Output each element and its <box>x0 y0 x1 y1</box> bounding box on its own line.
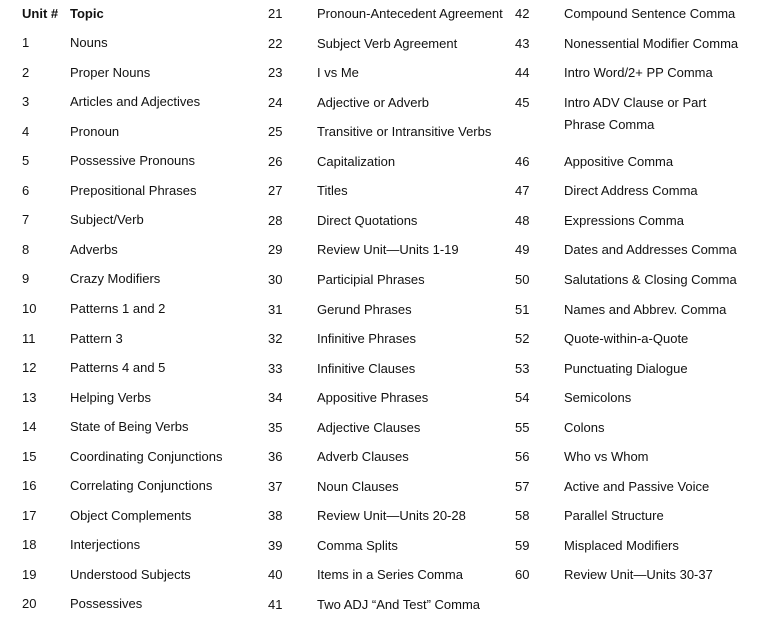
list-item <box>268 358 415 380</box>
unit-topic: Nouns <box>70 35 108 50</box>
unit-number: 60 <box>515 567 530 583</box>
list-item <box>515 3 744 25</box>
unit-topic: Expressions Comma <box>564 212 684 228</box>
unit-number: 3 <box>22 94 30 110</box>
list-item <box>515 446 744 468</box>
unit-topic: Correlating Conjunctions <box>70 478 213 494</box>
list-item <box>268 210 417 232</box>
unit-topic: Object Complements <box>70 507 192 523</box>
list-item <box>515 62 744 84</box>
list-item <box>268 476 399 498</box>
unit-number: 10 <box>22 300 37 316</box>
unit-topic: Adverbs <box>70 241 118 257</box>
unit-number: 20 <box>22 596 37 612</box>
unit-topic: Gerund Phrases <box>317 301 412 317</box>
unit-topic: Understood Subjects <box>70 566 191 582</box>
unit-number: 6 <box>22 182 30 198</box>
list-item <box>268 62 359 84</box>
unit-number: 18 <box>22 537 37 553</box>
unit-number: 39 <box>268 537 283 553</box>
list-item <box>22 446 222 468</box>
unit-number: 11 <box>22 330 36 346</box>
list-item <box>22 564 191 586</box>
unit-topic: Intro Word/2+ PP Comma <box>564 65 713 81</box>
unit-topic: Nonessential Modifier Comma <box>564 35 739 51</box>
unit-number: 49 <box>515 242 530 258</box>
unit-topic: Crazy Modifiers <box>70 271 161 287</box>
topic-header: Topic <box>70 6 104 21</box>
unit-topic: Punctuating Dialogue <box>564 360 688 376</box>
unit-topic: Subject/Verb <box>70 212 144 228</box>
unit-number: 57 <box>515 478 530 494</box>
list-item <box>268 269 425 291</box>
unit-number: 27 <box>268 183 283 199</box>
list-item <box>22 180 196 202</box>
unit-topic: Articles and Adjectives <box>70 94 201 110</box>
unit-topic: Pronoun-Antecedent Agreement <box>317 6 503 21</box>
unit-number: 23 <box>268 65 283 81</box>
unit-number: 42 <box>515 6 530 21</box>
unit-topic: Comma Splits <box>317 537 398 553</box>
list-item <box>22 209 144 231</box>
unit-number: 14 <box>22 419 37 435</box>
unit-number: 37 <box>268 478 283 494</box>
unit-number: 25 <box>268 124 283 140</box>
unit-number: 1 <box>22 35 30 50</box>
list-item <box>22 298 165 320</box>
unit-topic: Transitive or Intransitive Verbs <box>317 124 492 140</box>
list-item <box>22 593 142 615</box>
unit-number: 40 <box>268 567 283 583</box>
unit-number: 55 <box>515 419 530 435</box>
unit-number: 32 <box>268 331 283 347</box>
unit-topic: Parallel Structure <box>564 508 664 524</box>
unit-number: 4 <box>22 123 30 139</box>
list-item <box>515 180 744 202</box>
list-item <box>22 32 108 54</box>
unit-number: 30 <box>268 271 283 287</box>
unit-topic: Direct Quotations <box>317 212 418 228</box>
unit-number: 13 <box>22 389 37 405</box>
unit-topic: Appositive Comma <box>564 153 674 169</box>
unit-number: 58 <box>515 508 530 524</box>
unit-number: 31 <box>268 301 283 317</box>
unit-topic: Salutations & Closing Comma <box>564 271 737 287</box>
list-item <box>22 62 150 84</box>
list-item <box>268 417 420 439</box>
unit-number: 2 <box>22 64 30 80</box>
list-item <box>268 446 409 468</box>
unit-topic: Two ADJ “And Test” Comma <box>317 597 481 612</box>
list-item <box>268 387 428 409</box>
unit-topic: Compound Sentence Comma <box>564 6 736 21</box>
list-item <box>22 416 189 438</box>
unit-number: 16 <box>22 478 37 494</box>
unit-number: 15 <box>22 448 37 464</box>
list-item <box>22 475 212 497</box>
list-item <box>22 268 160 290</box>
unit-number: 50 <box>515 271 530 287</box>
unit-topic: Direct Address Comma <box>564 183 698 199</box>
unit-topic: Intro ADV Clause or Part Phrase Comma <box>564 94 707 132</box>
unit-topic: Adjective Clauses <box>317 419 421 435</box>
unit-topic: Active and Passive Voice <box>564 478 710 494</box>
unit-number: 9 <box>22 271 30 287</box>
unit-topic: Possessives <box>70 596 143 612</box>
unit-number: 8 <box>22 241 30 257</box>
unit-number: 28 <box>268 212 283 228</box>
unit-number: 19 <box>22 566 37 582</box>
unit-topic: Helping Verbs <box>70 389 151 405</box>
list-item <box>268 3 503 25</box>
unit-number: 46 <box>515 153 530 169</box>
unit-number: 12 <box>22 360 37 376</box>
list-item <box>515 535 744 557</box>
unit-topic: Possessive Pronouns <box>70 153 196 169</box>
list-item <box>22 328 123 350</box>
unit-topic: Colons <box>564 419 605 435</box>
unit-topic: Quote-within-a-Quote <box>564 331 689 347</box>
unit-number: 21 <box>268 6 283 21</box>
unit-topic: Infinitive Clauses <box>317 360 416 376</box>
unit-number: 26 <box>268 153 283 169</box>
list-item <box>515 299 744 321</box>
unit-number: 56 <box>515 449 530 465</box>
unit-number: 38 <box>268 508 283 524</box>
unit-topic: Participial Phrases <box>317 271 425 287</box>
unit-topic: Review Unit—Units 1-19 <box>317 242 459 258</box>
list-item <box>515 564 744 586</box>
list-item <box>268 33 457 55</box>
list-item <box>22 150 195 172</box>
unit-topic: Pronoun <box>70 123 120 139</box>
list-item <box>268 535 398 557</box>
unit-topic: Names and Abbrev. Comma <box>564 301 727 317</box>
list-item <box>515 210 744 232</box>
unit-topic: Proper Nouns <box>70 64 151 80</box>
unit-topic: I vs Me <box>317 65 359 81</box>
unit-number: 51 <box>515 301 530 317</box>
list-item <box>268 594 480 616</box>
unit-topic: Patterns 4 and 5 <box>70 360 166 376</box>
list-item <box>268 328 416 350</box>
table-header <box>22 3 104 25</box>
unit-number: 5 <box>22 153 30 169</box>
unit-topic: Items in a Series Comma <box>317 567 463 583</box>
unit-number: 45 <box>515 94 530 110</box>
list-item <box>515 476 744 498</box>
list-item <box>515 387 744 409</box>
list-item <box>268 564 463 586</box>
unit-topic: Interjections <box>70 537 141 553</box>
list-item <box>22 91 200 113</box>
list-item <box>515 417 744 439</box>
list-item <box>22 121 119 143</box>
unit-topic: Infinitive Phrases <box>317 331 416 347</box>
unit-topic: Titles <box>317 183 348 199</box>
unit-number: 35 <box>268 419 283 435</box>
unit-topic: Adverb Clauses <box>317 449 409 465</box>
unit-number: 24 <box>268 94 283 110</box>
unit-topic: State of Being Verbs <box>70 419 189 435</box>
unit-number: 29 <box>268 242 283 258</box>
list-item <box>22 387 151 409</box>
list-item <box>515 358 744 380</box>
unit-number: 48 <box>515 212 530 228</box>
unit-topic: Misplaced Modifiers <box>564 537 679 553</box>
unit-number: 47 <box>515 183 530 199</box>
list-item <box>515 505 744 527</box>
list-item <box>268 239 459 261</box>
list-item <box>268 121 491 143</box>
unit-topic: Prepositional Phrases <box>70 182 197 198</box>
unit-number: 22 <box>268 35 283 51</box>
list-item <box>22 505 191 527</box>
list-item <box>268 505 466 527</box>
unit-number: 43 <box>515 35 530 51</box>
unit-topic: Dates and Addresses Comma <box>564 242 737 258</box>
list-item <box>515 92 744 136</box>
unit-topic: Review Unit—Units 30-37 <box>564 567 713 583</box>
list-item <box>22 357 165 379</box>
unit-number: 41 <box>268 597 283 612</box>
unit-number: 36 <box>268 449 283 465</box>
unit-number: 17 <box>22 507 37 523</box>
unit-number: 33 <box>268 360 283 376</box>
unit-number: 54 <box>515 390 530 406</box>
list-item <box>268 299 412 321</box>
list-item <box>22 239 118 261</box>
unit-topic: Who vs Whom <box>564 449 649 465</box>
list-item <box>268 180 348 202</box>
unit-number: 44 <box>515 65 530 81</box>
unit-topic: Adjective or Adverb <box>317 94 430 110</box>
list-item <box>22 534 140 556</box>
list-item <box>515 328 744 350</box>
list-item <box>515 33 744 55</box>
list-item <box>515 239 744 261</box>
list-item <box>268 151 395 173</box>
unit-topic: Review Unit—Units 20-28 <box>317 508 466 524</box>
unit-topic: Appositive Phrases <box>317 390 429 406</box>
list-item <box>268 92 429 114</box>
unit-number-header: Unit # <box>22 6 59 21</box>
unit-topic: Subject Verb Agreement <box>317 35 458 51</box>
unit-topic: Coordinating Conjunctions <box>70 448 223 464</box>
list-item <box>515 151 744 173</box>
unit-topic: Semicolons <box>564 390 632 406</box>
unit-number: 34 <box>268 390 283 406</box>
list-item <box>515 269 744 291</box>
unit-number: 59 <box>515 537 530 553</box>
unit-topic: Pattern 3 <box>70 330 123 346</box>
unit-topic: Noun Clauses <box>317 478 399 494</box>
unit-number: 7 <box>22 212 30 228</box>
unit-topic: Patterns 1 and 2 <box>70 300 166 316</box>
unit-number: 52 <box>515 331 530 347</box>
unit-number: 53 <box>515 360 530 376</box>
unit-topic: Capitalization <box>317 153 396 169</box>
